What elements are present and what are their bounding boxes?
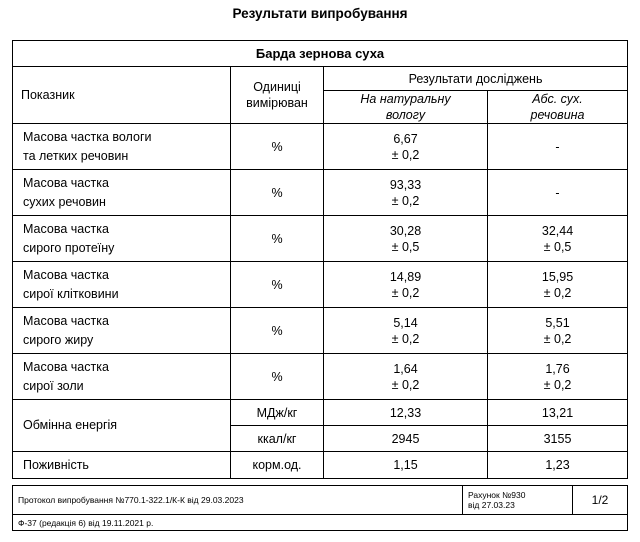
table-row	[13, 354, 628, 400]
table-row	[13, 262, 628, 308]
document-title: Результати випробування	[232, 6, 408, 21]
indicator-name: Масова частка сирого протеїну	[13, 216, 231, 262]
natural-value: 93,33 ± 0,2	[324, 170, 488, 216]
header-dry: Абс. сух. речовина	[488, 91, 628, 124]
dry-value: 1,23	[488, 452, 628, 479]
dry-value: 32,44 ± 0,5	[488, 216, 628, 262]
table-row	[13, 452, 628, 479]
dry-value: 3155	[488, 426, 628, 452]
dry-value: -	[488, 124, 628, 170]
table-row	[13, 308, 628, 354]
header-natural: На натуральну вологу	[324, 91, 488, 124]
dry-value: -	[488, 170, 628, 216]
footer-table	[12, 485, 628, 531]
header-results: Результати досліджень	[324, 67, 628, 91]
indicator-name: Масова частка сирої золи	[13, 354, 231, 400]
unit-cell: %	[231, 262, 324, 308]
indicator-name: Поживність	[13, 452, 231, 479]
natural-value: 2945	[324, 426, 488, 452]
unit-cell: %	[231, 170, 324, 216]
unit-cell: корм.од.	[231, 452, 324, 479]
product-title: Барда зернова суха	[13, 41, 628, 67]
natural-value: 14,89 ± 0,2	[324, 262, 488, 308]
dry-value: 13,21	[488, 400, 628, 426]
indicator-name: Обмінна енергія	[13, 400, 231, 452]
table-row	[13, 216, 628, 262]
table-row	[13, 170, 628, 216]
indicator-name: Масова частка сирого жиру	[13, 308, 231, 354]
table-row	[13, 124, 628, 170]
unit-cell: %	[231, 124, 324, 170]
unit-cell: ккал/кг	[231, 426, 324, 452]
results-table	[12, 40, 628, 479]
form-reference: Ф-37 (редакція 6) від 19.11.2021 р.	[13, 515, 628, 531]
natural-value: 12,33	[324, 400, 488, 426]
dry-value: 15,95 ± 0,2	[488, 262, 628, 308]
dry-value: 1,76 ± 0,2	[488, 354, 628, 400]
invoice-reference: Рахунок №930 від 27.03.23	[463, 486, 573, 515]
unit-cell: %	[231, 308, 324, 354]
indicator-name: Масова частка сухих речовин	[13, 170, 231, 216]
dry-value: 5,51 ± 0,2	[488, 308, 628, 354]
natural-value: 30,28 ± 0,5	[324, 216, 488, 262]
unit-cell: МДж/кг	[231, 400, 324, 426]
natural-value: 1,64 ± 0,2	[324, 354, 488, 400]
indicator-name: Масова частка вологи та летких речовин	[13, 124, 231, 170]
header-units: Одиниці вимірюван	[231, 67, 324, 124]
natural-value: 1,15	[324, 452, 488, 479]
table-row	[13, 400, 628, 426]
natural-value: 5,14 ± 0,2	[324, 308, 488, 354]
page-number: 1/2	[573, 486, 628, 515]
header-indicator: Показник	[13, 67, 231, 124]
indicator-name: Масова частка сирої клітковини	[13, 262, 231, 308]
protocol-reference: Протокол випробування №770.1-322.1/К-К від 29.03.2023	[13, 486, 463, 515]
natural-value: 6,67 ± 0,2	[324, 124, 488, 170]
unit-cell: %	[231, 354, 324, 400]
unit-cell: %	[231, 216, 324, 262]
